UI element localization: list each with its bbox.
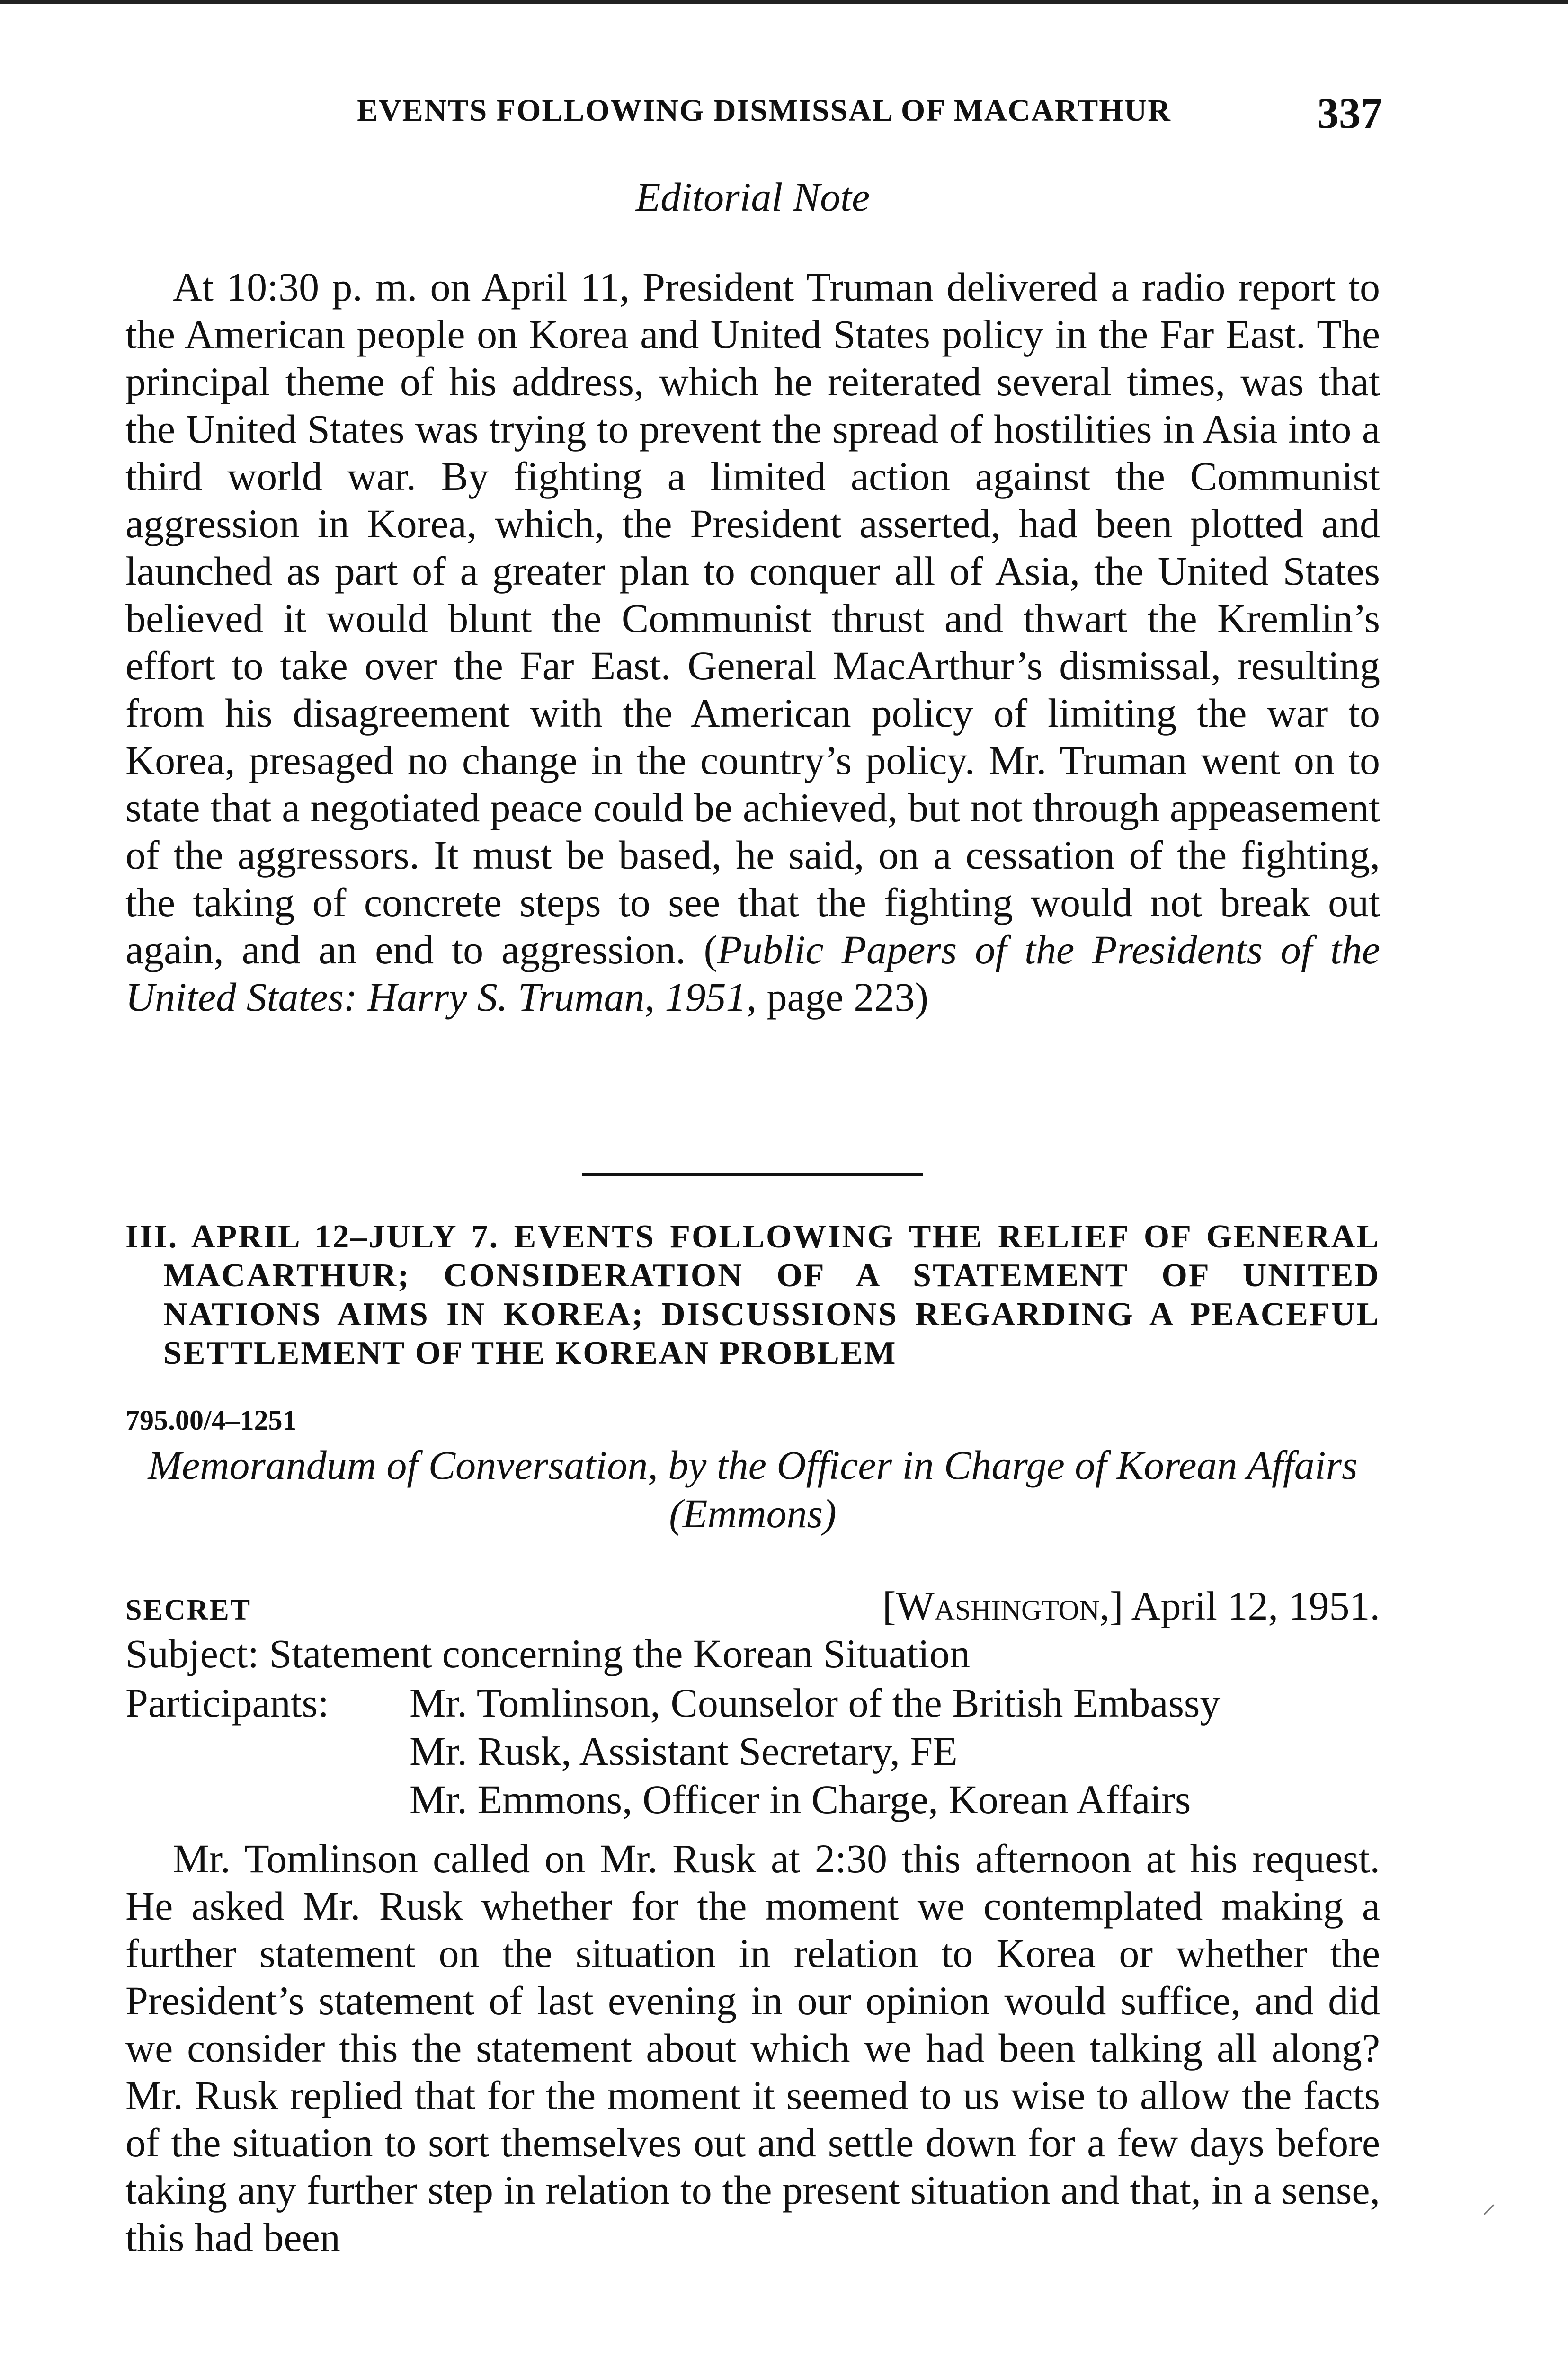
file-number: 795.00/4–1251	[125, 1405, 297, 1436]
participant-item: Mr. Emmons, Officer in Charge, Korean Affairs	[410, 1777, 1191, 1822]
participants-list	[410, 1679, 1220, 1824]
subject-label: Subject:	[125, 1631, 259, 1676]
memorandum-body: Mr. Tomlinson called on Mr. Rusk at 2:30 this afternoon at his request. He asked Mr. Rusk whether for the moment we contemplated making a further statement on the situation in relation to Korea or whether the President’s statement of last evening in our opinion would suffice, and did we consider this the statement about which we had been talking all along? Mr. Rusk replied that for the moment it seemed to us wise to allow the facts of the situation to sort themselves out and settle down for a few days before taking any further step in relation to the present situation and that, in a sense, this had been	[125, 1836, 1380, 2260]
subject-line	[125, 1629, 970, 1678]
participants-label: Participants:	[125, 1680, 329, 1726]
dateline-place: [Washington,]	[882, 1583, 1123, 1628]
section-heading: III. APRIL 12–JULY 7. EVENTS FOLLOWING THE RELIEF OF GENERAL MACARTHUR; CONSIDERATION OF A STATEMENT OF UNITED NATIONS AIMS IN KOREA; DISCUSSIONS REGARDING A PEACEFUL SETTLEMENT OF THE KOREAN PROBLEM	[125, 1219, 1380, 1371]
editorial-note-text: At 10:30 p. m. on April 11, President Truman delivered a radio report to the American people on Korea and United States policy in the Far East. The principal theme of his address, which he reiterated several times, was that the United States was trying to prevent the spread of hostilities in Asia into a third world war. By fighting a limited action against the Communist aggression in Korea, which, the President asserted, had been plotted and launched as part of a greater plan to conquer all of Asia, the United States believed it would blunt the Communist thrust and thwart the Kremlin’s effort to take over the Far East. General MacArthur’s dismissal, resulting from his disagreement with the American policy of limiting the war to Korea, presaged no change in the country’s policy. Mr. Truman went on to state that a negotiated peace could be achieved, but not through appeasement of the aggressors. It must be based, he said, on a cessation of the fighting, the taking of concrete steps to see that the fighting would not break out again, and an end to aggression. (	[125, 264, 1380, 972]
document-title: Memorandum of Conversation, by the Officer in Charge of Korean Affairs (Emmons)	[148, 1442, 1358, 1536]
editorial-note-title: Editorial Note	[635, 174, 870, 220]
classification-label: SECRET	[125, 1594, 252, 1626]
dateline-date: April 12, 1951.	[1131, 1583, 1380, 1628]
editorial-note-citation-page: page 223)	[757, 974, 928, 1020]
section-divider	[582, 1173, 923, 1176]
margin-pencil-mark: ⸝	[1482, 2188, 1496, 2219]
editorial-note-body	[125, 263, 1380, 1021]
dateline	[757, 1582, 1380, 1629]
participants-block	[125, 1679, 1220, 1824]
running-head: EVENTS FOLLOWING DISMISSAL OF MACARTHUR	[357, 93, 1171, 128]
top-edge-rule	[0, 0, 1568, 4]
participant-item: Mr. Tomlinson, Counselor of the British Embassy	[410, 1680, 1221, 1726]
subject-text: Statement concerning the Korean Situation	[269, 1631, 971, 1676]
page-number: 337	[1317, 89, 1382, 137]
editorial-note-citation: Public Papers of the Presidents of the United States: Harry S. Truman, 1951,	[125, 927, 1381, 1020]
participant-item: Mr. Rusk, Assistant Secretary, FE	[410, 1728, 958, 1774]
